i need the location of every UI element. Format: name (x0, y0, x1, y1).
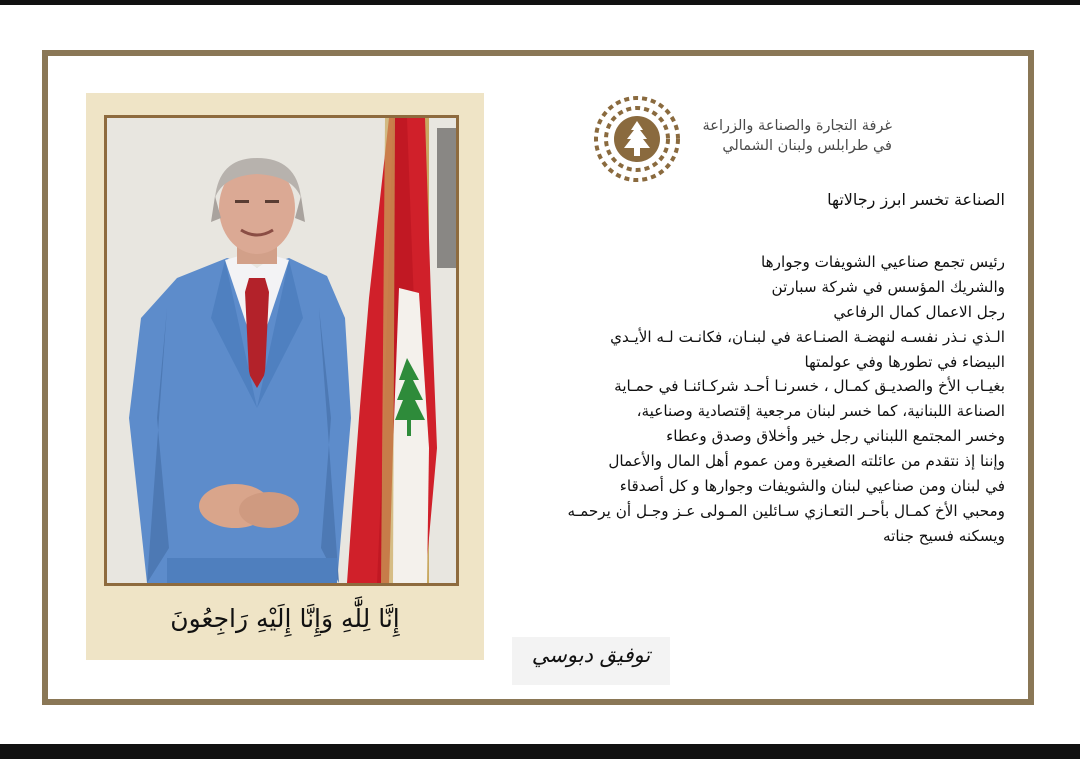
signature: توفيق دبوسي (531, 643, 651, 667)
quran-verse: إِنَّا لِلَّٰهِ وَإِنَّا إِلَيْهِ رَاجِعُونَ (170, 604, 400, 633)
statement-line: الصناعة اللبنانية، كما خسر لبنان مرجعية إقتصادية وصناعية، (636, 402, 1005, 421)
statement-line: رجل الاعمال كمال الرفاعي (833, 302, 1005, 321)
statement-line: والشريك المؤسس في شركة سبارتن (771, 277, 1005, 296)
statement-line: ويسكنه فسيح جناته (882, 526, 1005, 545)
chamber-name (692, 116, 892, 156)
statement-line: رئيس تجمع صناعيي الشويفات وجوارها (761, 253, 1005, 271)
statement-line: في لبنان ومن صناعيي لبنان والشويفات وجوارها و كل أصدقاء (619, 477, 1005, 496)
statement-line: بغيـاب الأخ والصديـق كمـال ، خسرنـا أحـد شركـائنـا في حمـاية (614, 377, 1005, 396)
statement-line: ومحبي الأخ كمـال بأحـر التعـازي سـائلين المـولى عـز وجـل أن يرحمـه (567, 501, 1005, 520)
statement-headline: الصناعة تخسر ابرز رجالاتها (827, 190, 1005, 209)
statement-body (493, 250, 1005, 549)
statement-line: وخسر المجتمع اللبناني رجل خير وأخلاق وصدق وعطاء (666, 427, 1005, 446)
portrait-photo (104, 115, 459, 586)
statement-line: وإننا إذ نتقدم من عائلته الصغيرة ومن عموم أهل المال والأعمال (608, 452, 1005, 471)
chamber-name-line-2: في طرابلس ولبنان الشمالي (722, 138, 892, 154)
statement-line: الـذي نـذر نفسـه لنهضـة الصنـاعة في لبنـان، فكانـت لـه الأيـدي (610, 327, 1005, 346)
statement-line: البيضاء في تطورها وفي عولمتها (804, 352, 1005, 371)
bottom-black-bar (0, 744, 1080, 759)
top-black-bar (0, 0, 1080, 5)
chamber-name-line-1: غرفة التجارة والصناعة والزراعة (702, 118, 892, 134)
cedar-sunburst-logo-icon (592, 94, 682, 184)
